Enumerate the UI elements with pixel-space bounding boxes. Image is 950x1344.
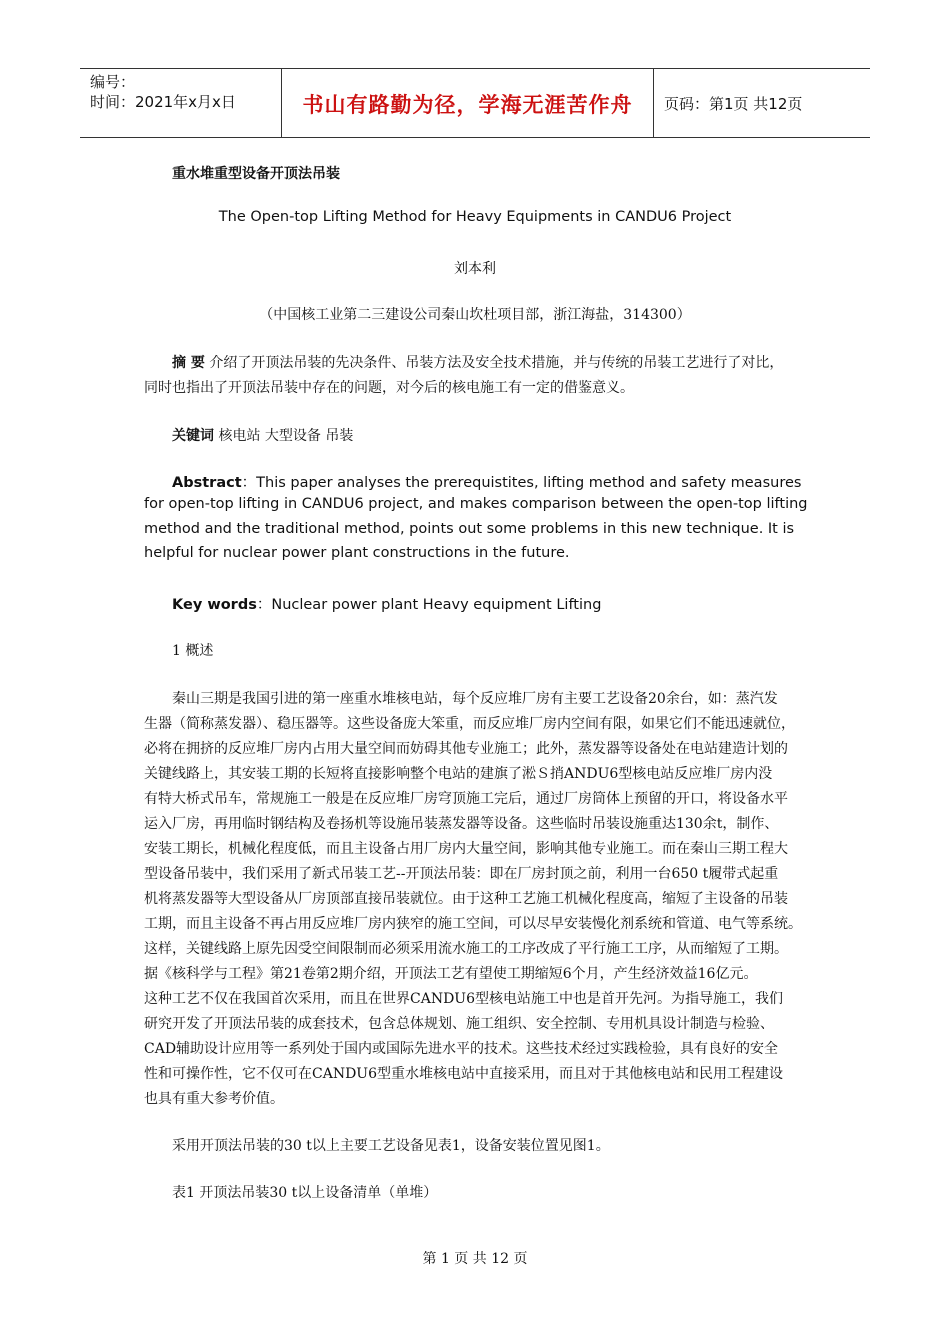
body-line: 型设备吊装中，我们采用了新式吊装工艺--开顶法吊装：即在厂房封顶之前，利用一台650 t履带式起重 [144, 866, 779, 882]
page-footer: 第 1 页 共 12 页 [422, 1251, 528, 1267]
body-line: 生器（简称蒸发器）、稳压器等。这些设备庞大笨重，而反应堆厂房内空间有限，如果它们不能迅速就位， [144, 716, 795, 732]
header-meta-cell [80, 69, 282, 137]
title-cn: 重水堆重型设备开顶法吊装 [172, 166, 340, 182]
affiliation: （中国核工业第二三建设公司秦山坎杜项目部，浙江海盐，314300） [259, 307, 691, 323]
abstract-cn-line [172, 352, 783, 372]
document-time-label: 时间：2021年x月x日 [90, 93, 236, 111]
header-slogan-cell [282, 69, 654, 137]
body-line: 关键线路上，其安装工期的长短将直接影响整个电站的建旗了淞Ｓ捎ANDU6型核电站反应堆厂房内没 [144, 766, 773, 782]
keywords-en-sep: ： [256, 597, 272, 613]
abstract-en-line: for open-top lifting in CANDU6 project, and makes comparison between the open-top lifting [144, 496, 808, 512]
keywords-cn-text: 核电站 大型设备 吊装 [218, 428, 354, 444]
title-en: The Open-top Lifting Method for Heavy Equipments in CANDU6 Project [218, 209, 732, 225]
abstract-en-text: This paper analyses the prerequistites, lifting method and safety measures [256, 475, 802, 491]
author: 刘本利 [454, 261, 496, 277]
document-header [80, 68, 870, 138]
header-page-info: 页码：第1页 共12页 [664, 95, 803, 113]
abstract-en-line [172, 471, 801, 492]
body-line: 工期，而且主设备不再占用反应堆厂房内狭窄的施工空间，可以尽早安装慢化剂系统和管道、电气等系统。 [144, 916, 802, 932]
body-line: 研究开发了开顶法吊装的成套技术，包含总体规划、施工组织、安全控制、专用机具设计制造与检验、 [144, 1016, 774, 1032]
body-line: 秦山三期是我国引进的第一座重水堆核电站，每个反应堆厂房有主要工艺设备20余台，如：蒸汽发 [172, 691, 778, 707]
abstract-en-line: method and the traditional method, points out some problems in this new technique. It is [144, 521, 795, 537]
body-line: 有特大桥式吊车，常规施工一般是在反应堆厂房穹顶施工完后，通过厂房筒体上预留的开口，将设备水平 [144, 791, 788, 807]
keywords-cn [172, 425, 353, 445]
abstract-en-line: helpful for nuclear power plant constructions in the future. [144, 545, 570, 561]
section-heading: 1 概述 [172, 643, 214, 659]
document-number-label: 编号： [90, 73, 136, 91]
abstract-cn-text: 介绍了开顶法吊装的先决条件、吊装方法及安全技术措施，并与传统的吊装工艺进行了对比， [209, 355, 784, 371]
keywords-en [172, 593, 601, 614]
body-line: 必将在拥挤的反应堆厂房内占用大量空间而妨碍其他专业施工；此外，蒸发器等设备处在电站建造计划的 [144, 741, 788, 757]
body-line: 运入厂房，再用临时钢结构及卷扬机等设施吊装蒸发器等设备。这些临时吊装设施重达130余t，制作、 [144, 816, 779, 832]
header-slogan: 书山有路勤为径，学海无涯苦作舟 [302, 93, 633, 117]
abstract-en-sep: ： [241, 475, 257, 491]
paragraph-2: 采用开顶法吊装的30 t以上主要工艺设备见表1，设备安装位置见图1。 [172, 1138, 610, 1154]
body-line: 安装工期长，机械化程度低，而且主设备占用厂房内大量空间，影响其他专业施工。而在秦山三期工程大 [144, 841, 788, 857]
body-line: 也具有重大参考价值。 [144, 1091, 284, 1107]
body-line: 性和可操作性，它不仅可在CANDU6型重水堆核电站中直接采用，而且对于其他核电站和民用工程建设 [144, 1066, 784, 1082]
keywords-en-text: Nuclear power plant Heavy equipment Lifting [271, 597, 602, 613]
table-caption: 表1 开顶法吊装30 t以上设备清单（单堆） [172, 1185, 438, 1201]
body-line: 据《核科学与工程》第21卷第2期介绍，开顶法工艺有望使工期缩短6个月，产生经济效益16亿元。 [144, 966, 758, 982]
body-line: 机将蒸发器等大型设备从厂房顶部直接吊装就位。由于这种工艺施工机械化程度高，缩短了主设备的吊装 [144, 891, 788, 907]
body-line: 这种工艺不仅在我国首次采用，而且在世界CANDU6型核电站施工中也是首开先河。为指导施工，我们 [144, 991, 784, 1007]
body-line: 这样，关键线路上原先因受空间限制而必须采用流水施工的工序改成了平行施工工序，从而缩短了工期。 [144, 941, 788, 957]
keywords-en-label: Key words [172, 597, 257, 613]
abstract-en-label: Abstract [172, 475, 242, 491]
keywords-cn-label: 关键词 [172, 428, 214, 444]
abstract-cn-line: 同时也指出了开顶法吊装中存在的问题，对今后的核电施工有一定的借鉴意义。 [144, 380, 634, 396]
abstract-cn-label: 摘 要 [172, 355, 205, 371]
header-page-cell [654, 69, 870, 137]
body-line: CAD辅助设计应用等一系列处于国内或国际先进水平的技术。这些技术经过实践检验，具有良好的安全 [144, 1041, 779, 1057]
